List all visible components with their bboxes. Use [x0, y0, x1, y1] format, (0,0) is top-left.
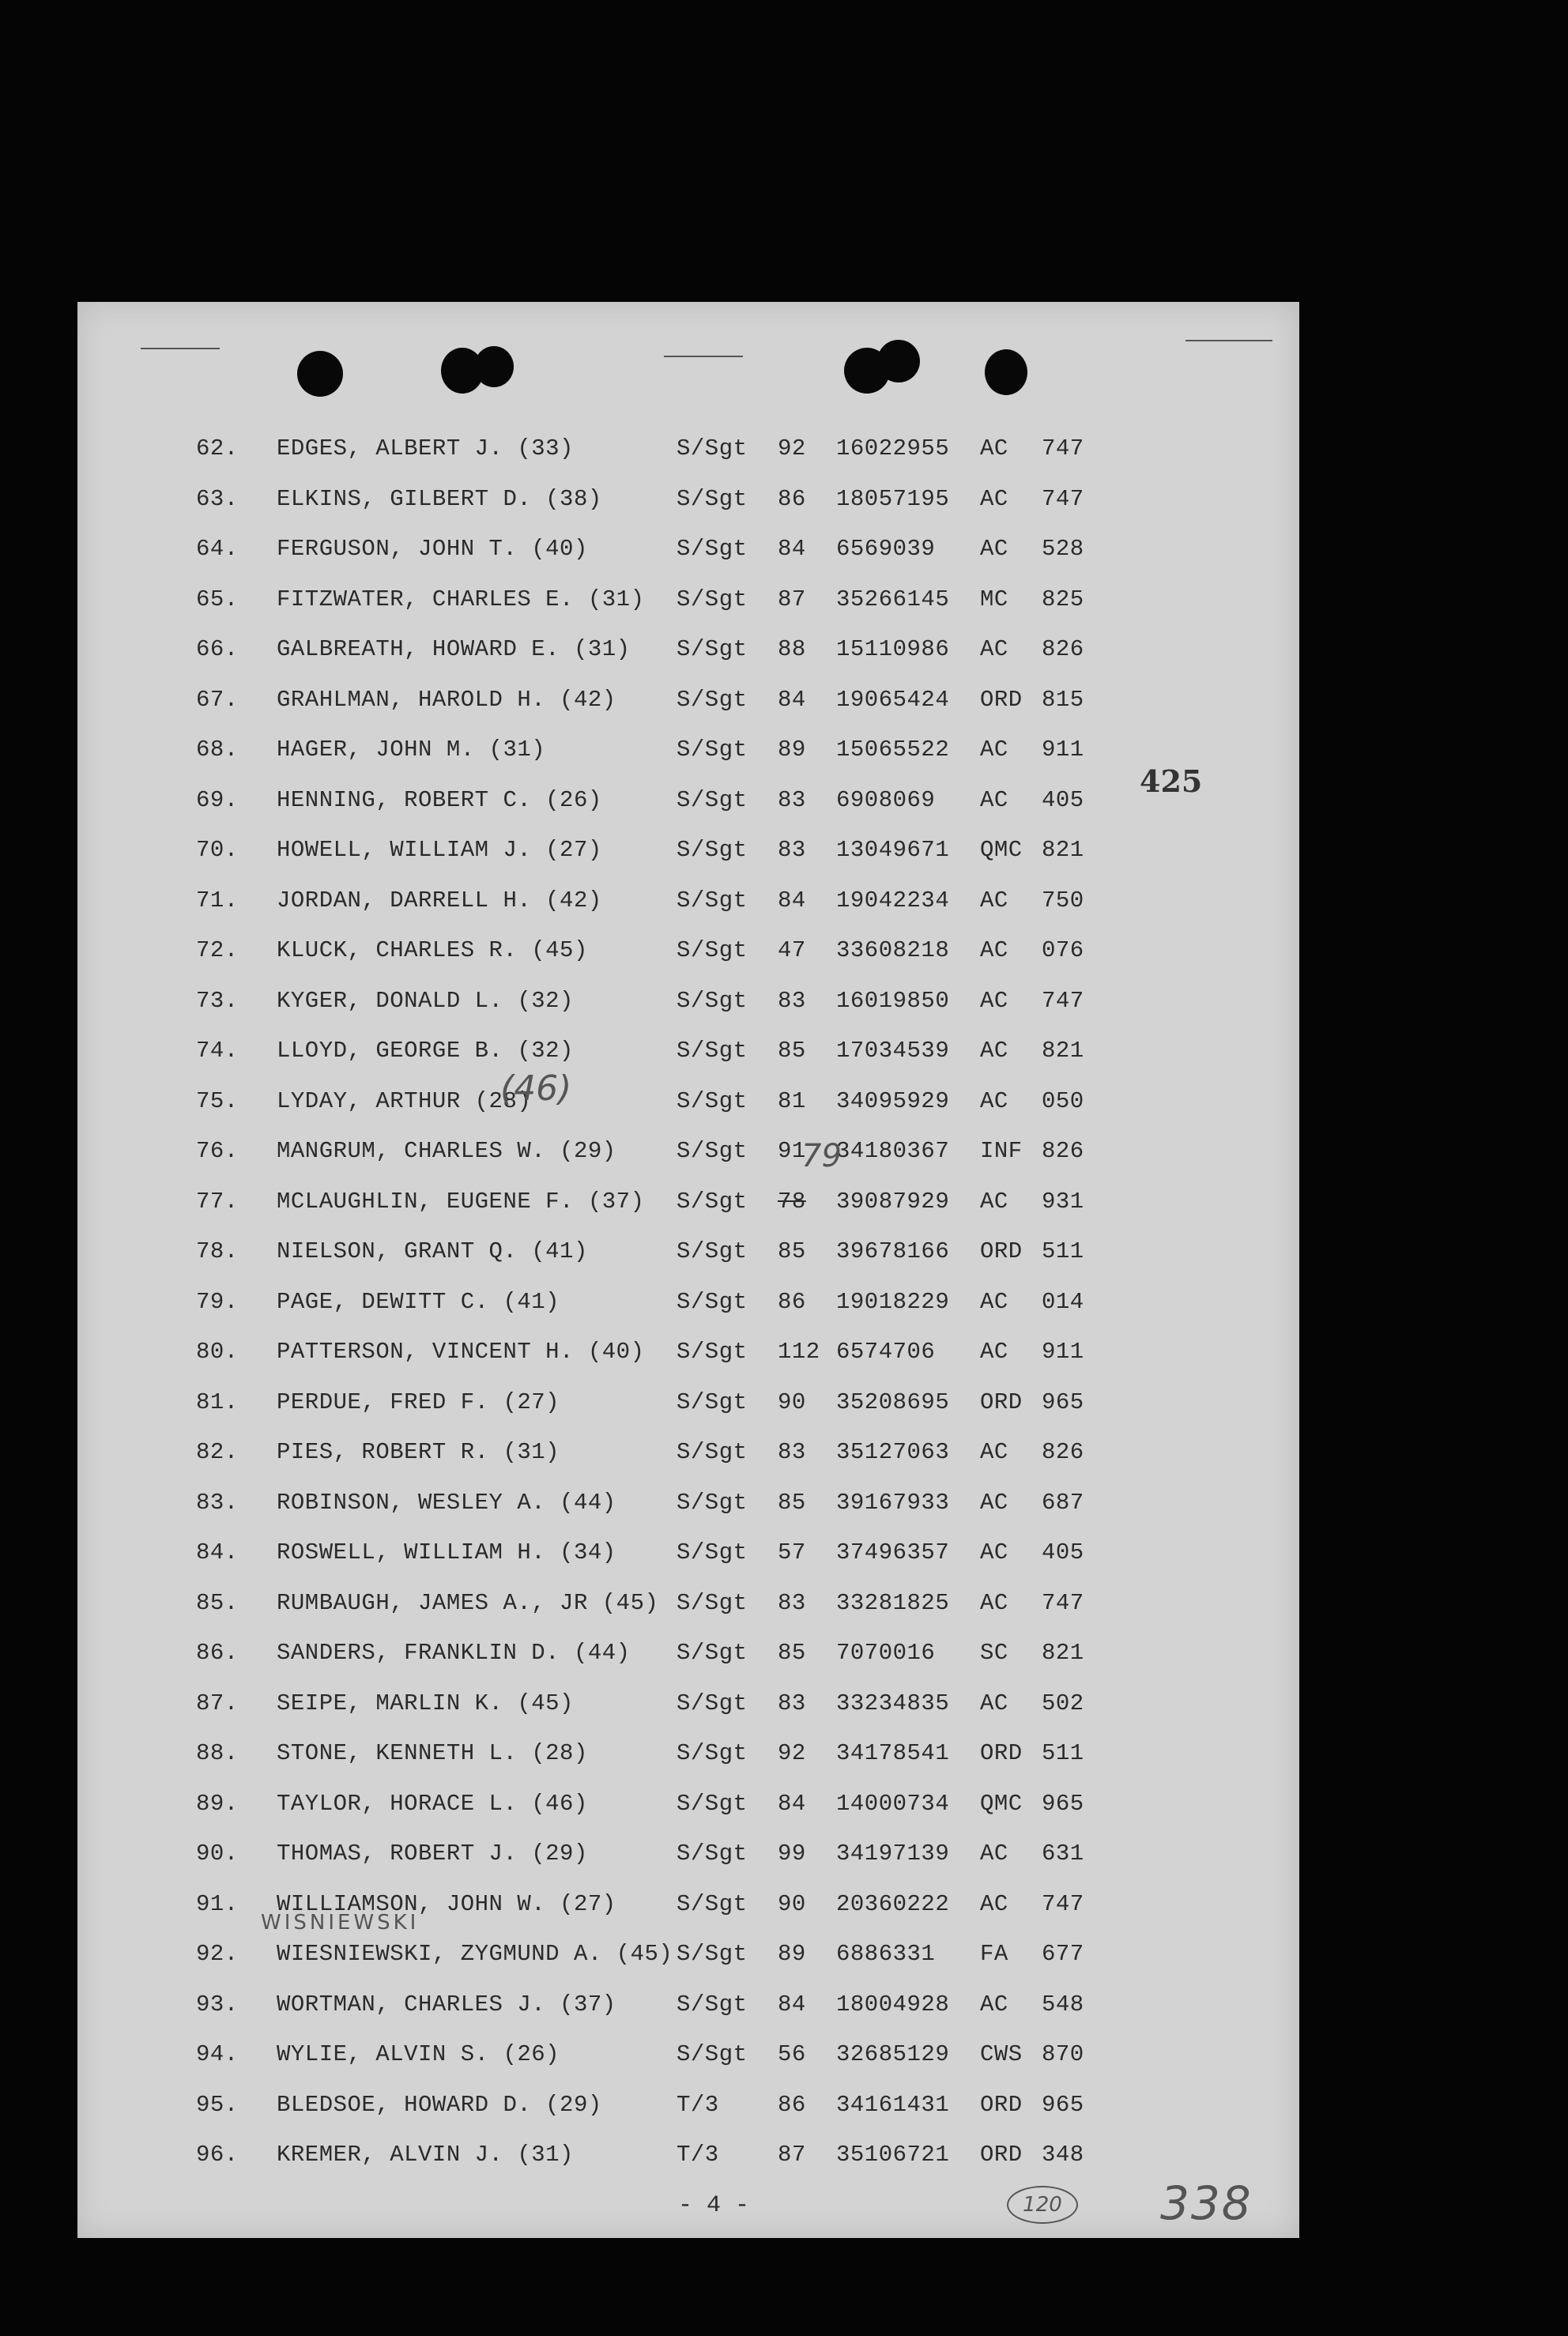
- serial-number: 34197139: [836, 1841, 950, 1867]
- specialty-code: 687: [1042, 1490, 1084, 1516]
- rank: S/Sgt: [677, 1439, 748, 1465]
- circled-note-text: 120: [1023, 2193, 1062, 2217]
- handwritten-age-correction: (46): [500, 1068, 572, 1109]
- page-number: - 4 -: [678, 2192, 750, 2219]
- specialty-code: 815: [1042, 687, 1084, 713]
- rank: S/Sgt: [677, 1289, 748, 1315]
- rank: S/Sgt: [677, 1891, 748, 1917]
- score: 83: [778, 1590, 806, 1616]
- specialty-code: 548: [1042, 1991, 1084, 2018]
- soldier-name: ROBINSON, WESLEY A. (44): [277, 1490, 616, 1516]
- row-number: 74.: [196, 1038, 239, 1064]
- arm-of-service: AC: [980, 1289, 1008, 1315]
- serial-number: 6569039: [836, 536, 936, 562]
- rank: S/Sgt: [677, 1690, 748, 1716]
- row-number: 65.: [196, 586, 239, 612]
- rank: S/Sgt: [677, 937, 748, 963]
- row-number: 88.: [196, 1740, 239, 1766]
- row-number: 87.: [196, 1690, 239, 1716]
- serial-number: 6886331: [836, 1941, 936, 1967]
- roster-row: [77, 782, 1299, 819]
- score: 85: [778, 1640, 806, 1666]
- arm-of-service: AC: [980, 1891, 1008, 1917]
- roster-row: [77, 1634, 1299, 1672]
- rank: S/Sgt: [677, 687, 748, 713]
- row-number: 63.: [196, 486, 239, 512]
- roster-row: [77, 530, 1299, 568]
- registration-mark: [1185, 340, 1272, 341]
- specialty-code: 747: [1042, 1891, 1084, 1917]
- score: 88: [778, 636, 806, 662]
- roster-row: [77, 1735, 1299, 1773]
- roster-row: [77, 1935, 1299, 1973]
- rank: S/Sgt: [677, 586, 748, 612]
- serial-number: 15065522: [836, 737, 950, 763]
- row-number: 82.: [196, 1439, 239, 1465]
- score: 47: [778, 937, 806, 963]
- arm-of-service: AC: [980, 1189, 1008, 1215]
- arm-of-service: AC: [980, 1539, 1008, 1565]
- rank: S/Sgt: [677, 1088, 748, 1114]
- roster-row: [77, 882, 1299, 920]
- soldier-name: NIELSON, GRANT Q. (41): [277, 1238, 588, 1264]
- specialty-code: 911: [1042, 737, 1084, 763]
- arm-of-service: AC: [980, 1490, 1008, 1516]
- roster-row: [77, 1183, 1299, 1221]
- score: 83: [778, 1690, 806, 1716]
- serial-number: 34178541: [836, 1740, 950, 1766]
- rank: S/Sgt: [677, 887, 748, 914]
- row-number: 73.: [196, 988, 239, 1014]
- punch-hole: [985, 349, 1027, 395]
- soldier-name: TAYLOR, HORACE L. (46): [277, 1791, 588, 1817]
- soldier-name: MCLAUGHLIN, EUGENE F. (37): [277, 1189, 645, 1215]
- score: 92: [778, 1740, 806, 1766]
- specialty-code: 870: [1042, 2041, 1084, 2067]
- row-number: 80.: [196, 1339, 239, 1365]
- row-number: 95.: [196, 2092, 239, 2118]
- specialty-code: 911: [1042, 1339, 1084, 1365]
- roster-row: [77, 1835, 1299, 1873]
- row-number: 94.: [196, 2041, 239, 2067]
- arm-of-service: AC: [980, 1339, 1008, 1365]
- rank: S/Sgt: [677, 1590, 748, 1616]
- handwritten-name-correction: WISNIEWSKI: [261, 1911, 420, 1935]
- arm-of-service: ORD: [980, 2092, 1023, 2118]
- registration-mark: [664, 356, 743, 357]
- serial-number: 35127063: [836, 1439, 950, 1465]
- soldier-name: WIESNIEWSKI, ZYGMUND A. (45): [277, 1941, 673, 1967]
- score: 87: [778, 586, 806, 612]
- row-number: 91.: [196, 1891, 239, 1917]
- row-number: 71.: [196, 887, 239, 914]
- score: 87: [778, 2142, 806, 2168]
- rank: S/Sgt: [677, 1941, 748, 1967]
- row-number: 70.: [196, 837, 239, 863]
- score: 85: [778, 1490, 806, 1516]
- rank: S/Sgt: [677, 1791, 748, 1817]
- soldier-name: LLOYD, GEORGE B. (32): [277, 1038, 574, 1064]
- roster-row: [77, 1132, 1299, 1170]
- specialty-code: 747: [1042, 1590, 1084, 1616]
- score: 99: [778, 1841, 806, 1867]
- roster-row: [77, 581, 1299, 619]
- row-number: 66.: [196, 636, 239, 662]
- score: 84: [778, 1791, 806, 1817]
- roster-row: [77, 1685, 1299, 1723]
- soldier-name: SANDERS, FRANKLIN D. (44): [277, 1640, 631, 1666]
- circled-note: [1007, 2186, 1078, 2224]
- score: 84: [778, 687, 806, 713]
- arm-of-service: QMC: [980, 837, 1023, 863]
- soldier-name: GALBREATH, HOWARD E. (31): [277, 636, 631, 662]
- arm-of-service: CWS: [980, 2041, 1023, 2067]
- roster-row: [77, 1283, 1299, 1321]
- arm-of-service: ORD: [980, 687, 1023, 713]
- soldier-name: KREMER, ALVIN J. (31): [277, 2142, 574, 2168]
- corner-handwritten-number: 338: [1160, 2176, 1253, 2230]
- arm-of-service: AC: [980, 1038, 1008, 1064]
- score: 83: [778, 787, 806, 813]
- roster-row: [77, 731, 1299, 769]
- serial-number: 37496357: [836, 1539, 950, 1565]
- row-number: 93.: [196, 1991, 239, 2018]
- score: 84: [778, 536, 806, 562]
- row-number: 79.: [196, 1289, 239, 1315]
- soldier-name: BLEDSOE, HOWARD D. (29): [277, 2092, 602, 2118]
- arm-of-service: AC: [980, 787, 1008, 813]
- row-number: 64.: [196, 536, 239, 562]
- score: 90: [778, 1891, 806, 1917]
- soldier-name: HAGER, JOHN M. (31): [277, 737, 546, 763]
- roster-row: [77, 2136, 1299, 2174]
- rank: S/Sgt: [677, 787, 748, 813]
- specialty-code: 747: [1042, 486, 1084, 512]
- serial-number: 14000734: [836, 1791, 950, 1817]
- soldier-name: SEIPE, MARLIN K. (45): [277, 1690, 574, 1716]
- roster-row: [77, 1785, 1299, 1823]
- soldier-name: HENNING, ROBERT C. (26): [277, 787, 602, 813]
- score: 86: [778, 2092, 806, 2118]
- score: 83: [778, 1439, 806, 1465]
- roster-row: [77, 982, 1299, 1020]
- score: 86: [778, 1289, 806, 1315]
- specialty-code: 931: [1042, 1189, 1084, 1215]
- specialty-code: 511: [1042, 1238, 1084, 1264]
- row-number: 72.: [196, 937, 239, 963]
- punch-hole: [297, 351, 343, 397]
- serial-number: 34095929: [836, 1088, 950, 1114]
- arm-of-service: AC: [980, 435, 1008, 462]
- arm-of-service: AC: [980, 536, 1008, 562]
- serial-number: 16019850: [836, 988, 950, 1014]
- score: 85: [778, 1038, 806, 1064]
- serial-number: 39167933: [836, 1490, 950, 1516]
- roster-row: [77, 1434, 1299, 1471]
- arm-of-service: AC: [980, 636, 1008, 662]
- serial-number: 32685129: [836, 2041, 950, 2067]
- roster-row: [77, 1534, 1299, 1572]
- arm-of-service: AC: [980, 1690, 1008, 1716]
- rank: S/Sgt: [677, 1038, 748, 1064]
- arm-of-service: AC: [980, 1088, 1008, 1114]
- serial-number: 18057195: [836, 486, 950, 512]
- score: 83: [778, 988, 806, 1014]
- soldier-name: WILLIAMSON, JOHN W. (27): [277, 1891, 616, 1917]
- score: 78: [778, 1189, 806, 1215]
- serial-number: 19018229: [836, 1289, 950, 1315]
- arm-of-service: AC: [980, 988, 1008, 1014]
- serial-number: 20360222: [836, 1891, 950, 1917]
- specialty-code: 528: [1042, 536, 1084, 562]
- rank: S/Sgt: [677, 988, 748, 1014]
- roster-row: [77, 430, 1299, 468]
- score: 91: [778, 1138, 806, 1164]
- roster-row: [77, 631, 1299, 669]
- serial-number: 39087929: [836, 1189, 950, 1215]
- specialty-code: 826: [1042, 636, 1084, 662]
- soldier-name: ROSWELL, WILLIAM H. (34): [277, 1539, 616, 1565]
- rank: T/3: [677, 2142, 719, 2168]
- arm-of-service: QMC: [980, 1791, 1023, 1817]
- arm-of-service: AC: [980, 1841, 1008, 1867]
- soldier-name: FITZWATER, CHARLES E. (31): [277, 586, 645, 612]
- soldier-name: PERDUE, FRED F. (27): [277, 1389, 560, 1415]
- serial-number: 13049671: [836, 837, 950, 863]
- rank: S/Sgt: [677, 1740, 748, 1766]
- roster-row: [77, 681, 1299, 719]
- soldier-name: JORDAN, DARRELL H. (42): [277, 887, 602, 914]
- arm-of-service: AC: [980, 486, 1008, 512]
- rank: S/Sgt: [677, 486, 748, 512]
- score: 90: [778, 1389, 806, 1415]
- roster-row: [77, 2036, 1299, 2074]
- arm-of-service: AC: [980, 1439, 1008, 1465]
- soldier-name: EDGES, ALBERT J. (33): [277, 435, 574, 462]
- rank: S/Sgt: [677, 636, 748, 662]
- rank: S/Sgt: [677, 1640, 748, 1666]
- score: 57: [778, 1539, 806, 1565]
- arm-of-service: AC: [980, 737, 1008, 763]
- arm-of-service: ORD: [980, 1389, 1023, 1415]
- soldier-name: WYLIE, ALVIN S. (26): [277, 2041, 560, 2067]
- stamped-number: 425: [1140, 763, 1203, 799]
- serial-number: 19065424: [836, 687, 950, 713]
- score: 83: [778, 837, 806, 863]
- specialty-code: 747: [1042, 988, 1084, 1014]
- arm-of-service: INF: [980, 1138, 1023, 1164]
- soldier-name: MANGRUM, CHARLES W. (29): [277, 1138, 616, 1164]
- arm-of-service: ORD: [980, 1740, 1023, 1766]
- row-number: 68.: [196, 737, 239, 763]
- soldier-name: GRAHLMAN, HAROLD H. (42): [277, 687, 616, 713]
- serial-number: 16022955: [836, 435, 950, 462]
- rank: S/Sgt: [677, 1189, 748, 1215]
- serial-number: 35266145: [836, 586, 950, 612]
- row-number: 89.: [196, 1791, 239, 1817]
- serial-number: 34161431: [836, 2092, 950, 2118]
- roster-row: [77, 2086, 1299, 2124]
- specialty-code: 014: [1042, 1289, 1084, 1315]
- roster-row: [77, 831, 1299, 869]
- arm-of-service: FA: [980, 1941, 1008, 1967]
- roster-row: [77, 1584, 1299, 1622]
- soldier-name: KLUCK, CHARLES R. (45): [277, 937, 588, 963]
- arm-of-service: AC: [980, 887, 1008, 914]
- serial-number: 7070016: [836, 1640, 936, 1666]
- soldier-name: ELKINS, GILBERT D. (38): [277, 486, 602, 512]
- row-number: 75.: [196, 1088, 239, 1114]
- score: 81: [778, 1088, 806, 1114]
- serial-number: 35208695: [836, 1389, 950, 1415]
- rank: S/Sgt: [677, 1991, 748, 2018]
- score: 92: [778, 435, 806, 462]
- roster-row: [77, 480, 1299, 518]
- soldier-name: WORTMAN, CHARLES J. (37): [277, 1991, 616, 2018]
- roster-row: [77, 1233, 1299, 1271]
- roster-row: [77, 1484, 1299, 1522]
- arm-of-service: MC: [980, 586, 1008, 612]
- specialty-code: 405: [1042, 787, 1084, 813]
- row-number: 92.: [196, 1941, 239, 1967]
- specialty-code: 405: [1042, 1539, 1084, 1565]
- serial-number: 35106721: [836, 2142, 950, 2168]
- row-number: 67.: [196, 687, 239, 713]
- serial-number: 33608218: [836, 937, 950, 963]
- arm-of-service: AC: [980, 1991, 1008, 2018]
- specialty-code: 826: [1042, 1138, 1084, 1164]
- row-number: 81.: [196, 1389, 239, 1415]
- specialty-code: 747: [1042, 435, 1084, 462]
- row-number: 77.: [196, 1189, 239, 1215]
- row-number: 62.: [196, 435, 239, 462]
- arm-of-service: AC: [980, 1590, 1008, 1616]
- serial-number: 6908069: [836, 787, 936, 813]
- rank: S/Sgt: [677, 1539, 748, 1565]
- row-number: 76.: [196, 1138, 239, 1164]
- roster-row: [77, 1384, 1299, 1422]
- serial-number: 18004928: [836, 1991, 950, 2018]
- specialty-code: 965: [1042, 1791, 1084, 1817]
- score: 85: [778, 1238, 806, 1264]
- serial-number: 33281825: [836, 1590, 950, 1616]
- score: 84: [778, 887, 806, 914]
- row-number: 90.: [196, 1841, 239, 1867]
- row-number: 84.: [196, 1539, 239, 1565]
- specialty-code: 677: [1042, 1941, 1084, 1967]
- handwritten-asn-correction: 79: [801, 1138, 842, 1174]
- specialty-code: 821: [1042, 837, 1084, 863]
- score: 56: [778, 2041, 806, 2067]
- row-number: 78.: [196, 1238, 239, 1264]
- rank: T/3: [677, 2092, 719, 2118]
- specialty-code: 502: [1042, 1690, 1084, 1716]
- score: 112: [778, 1339, 820, 1365]
- serial-number: 39678166: [836, 1238, 950, 1264]
- rank: S/Sgt: [677, 1339, 748, 1365]
- soldier-name: KYGER, DONALD L. (32): [277, 988, 574, 1014]
- specialty-code: 631: [1042, 1841, 1084, 1867]
- serial-number: 6574706: [836, 1339, 936, 1365]
- specialty-code: 821: [1042, 1038, 1084, 1064]
- serial-number: 34180367: [836, 1138, 950, 1164]
- soldier-name: PIES, ROBERT R. (31): [277, 1439, 560, 1465]
- row-number: 85.: [196, 1590, 239, 1616]
- specialty-code: 965: [1042, 1389, 1084, 1415]
- rank: S/Sgt: [677, 1841, 748, 1867]
- soldier-name: STONE, KENNETH L. (28): [277, 1740, 588, 1766]
- rank: S/Sgt: [677, 1490, 748, 1516]
- score: 89: [778, 1941, 806, 1967]
- rank: S/Sgt: [677, 737, 748, 763]
- rank: S/Sgt: [677, 435, 748, 462]
- document-page: [77, 302, 1299, 2238]
- roster-row: [77, 932, 1299, 970]
- roster-row: [77, 1083, 1299, 1121]
- rank: S/Sgt: [677, 1138, 748, 1164]
- soldier-name: RUMBAUGH, JAMES A., JR (45): [277, 1590, 659, 1616]
- arm-of-service: AC: [980, 937, 1008, 963]
- soldier-name: HOWELL, WILLIAM J. (27): [277, 837, 602, 863]
- specialty-code: 050: [1042, 1088, 1084, 1114]
- specialty-code: 750: [1042, 887, 1084, 914]
- rank: S/Sgt: [677, 1389, 748, 1415]
- registration-mark: [141, 348, 220, 349]
- specialty-code: 821: [1042, 1640, 1084, 1666]
- soldier-name: PAGE, DEWITT C. (41): [277, 1289, 560, 1315]
- serial-number: 19042234: [836, 887, 950, 914]
- roster-row: [77, 1032, 1299, 1070]
- roster-row: [77, 1333, 1299, 1371]
- score: 84: [778, 1991, 806, 2018]
- specialty-code: 511: [1042, 1740, 1084, 1766]
- score: 86: [778, 486, 806, 512]
- row-number: 86.: [196, 1640, 239, 1666]
- rank: S/Sgt: [677, 2041, 748, 2067]
- arm-of-service: ORD: [980, 1238, 1023, 1264]
- serial-number: 15110986: [836, 636, 950, 662]
- punch-hole: [877, 340, 920, 382]
- specialty-code: 348: [1042, 2142, 1084, 2168]
- soldier-name: THOMAS, ROBERT J. (29): [277, 1841, 588, 1867]
- arm-of-service: SC: [980, 1640, 1008, 1666]
- row-number: 69.: [196, 787, 239, 813]
- arm-of-service: ORD: [980, 2142, 1023, 2168]
- soldier-name: FERGUSON, JOHN T. (40): [277, 536, 588, 562]
- row-number: 96.: [196, 2142, 239, 2168]
- rank: S/Sgt: [677, 1238, 748, 1264]
- rank: S/Sgt: [677, 536, 748, 562]
- serial-number: 17034539: [836, 1038, 950, 1064]
- roster-row: [77, 1986, 1299, 2024]
- row-number: 83.: [196, 1490, 239, 1516]
- specialty-code: 965: [1042, 2092, 1084, 2118]
- soldier-name: PATTERSON, VINCENT H. (40): [277, 1339, 645, 1365]
- punch-hole: [474, 346, 514, 387]
- score: 89: [778, 737, 806, 763]
- rank: S/Sgt: [677, 837, 748, 863]
- specialty-code: 825: [1042, 586, 1084, 612]
- specialty-code: 826: [1042, 1439, 1084, 1465]
- serial-number: 33234835: [836, 1690, 950, 1716]
- specialty-code: 076: [1042, 937, 1084, 963]
- soldier-name: LYDAY, ARTHUR (28): [277, 1088, 532, 1114]
